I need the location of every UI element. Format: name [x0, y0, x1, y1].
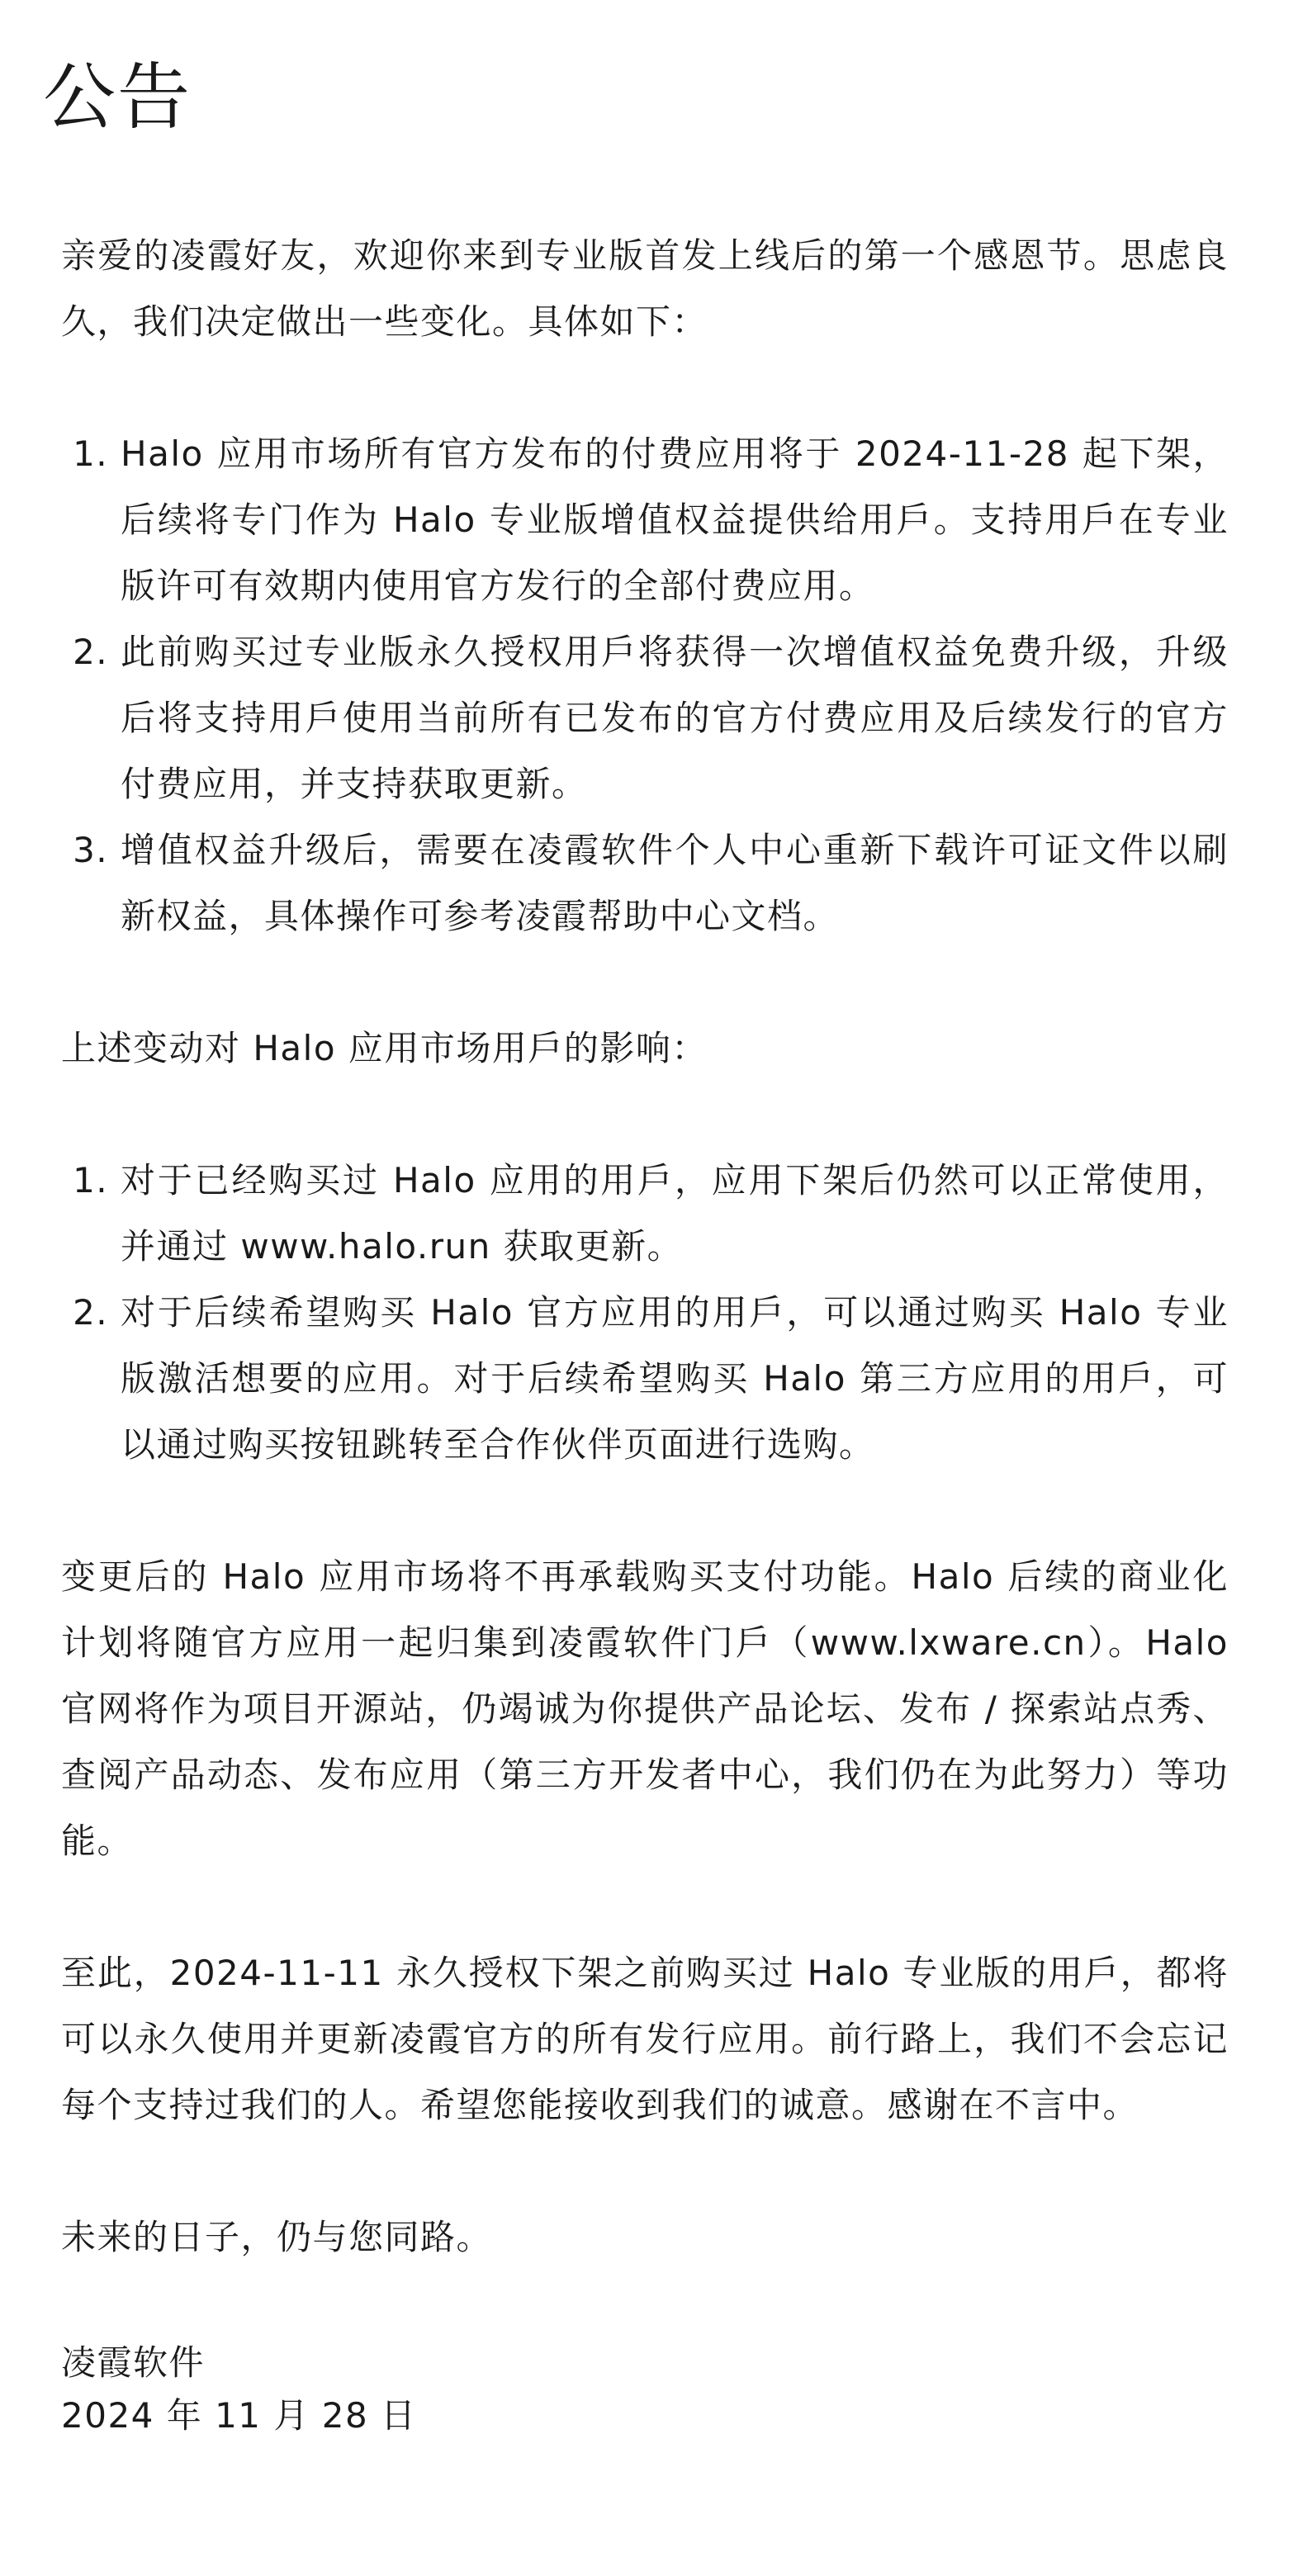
list-item: 1. Halo 应用市场所有官方发布的付费应用将于 2024-11-28 起下架，后续将专门作为 Halo 专业版增值权益提供给用戶。支持用戶在专业版许可有效期内使用官方发行的全部付费应用。 — [121, 421, 1229, 619]
list-item: 2. 对于后续希望购买 Halo 官方应用的用戶，可以通过购买 Halo 专业版激活想要的应用。对于后续希望购买 Halo 第三方应用的用戶，可以通过购买按钮跳转至合作伙伴页面进行选购。 — [121, 1280, 1229, 1478]
page-title: 公告 — [43, 54, 192, 140]
list-item: 3. 增值权益升级后，需要在凌霞软件个人中心重新下载许可证文件以刷新权益，具体操作可参考凌霞帮助中心文档。 — [121, 817, 1229, 949]
signature-date: 2024 年 11 月 28 日 — [61, 2395, 417, 2436]
list-item: 1. 对于已经购买过 Halo 应用的用戶，应用下架后仍然可以正常使用，并通过 www.halo.run 获取更新。 — [121, 1148, 1229, 1280]
list-item: 2. 此前购买过专业版永久授权用戶将获得一次增值权益免费升级，升级后将支持用戶使用当前所有已发布的官方付费应用及后续发行的官方付费应用，并支持获取更新。 — [121, 619, 1229, 817]
paragraph-closing: 至此，2024-11-11 永久授权下架之前购买过 Halo 专业版的用戶，都将可以永久使用并更新凌霞官方的所有发行应用。前行路上，我们不会忘记每个支持过我们的人。希望您能接收到我们的诚意。感谢在不言中。 — [61, 1953, 1229, 2125]
impacts-list — [61, 1148, 1229, 1478]
spacer — [61, 2138, 1229, 2204]
intro-paragraph: 亲爱的凌霞好友，欢迎你来到专业版首发上线后的第一个感恩节。思虑良久，我们决定做出一些变化。具体如下： — [61, 235, 1229, 342]
spacer — [61, 1874, 1229, 1940]
signature-company: 凌霞软件 — [61, 2342, 206, 2383]
spacer — [61, 1478, 1229, 1544]
spacer — [61, 2271, 1229, 2337]
spacer — [61, 949, 1229, 1016]
spacer — [61, 1082, 1229, 1148]
spacer — [61, 355, 1229, 421]
paragraph-after-change: 变更后的 Halo 应用市场将不再承载购买支付功能。Halo 后续的商业化计划将随官方应用一起归集到凌霞软件门戶（www.lxware.cn）。Halo 官网将作为项目开源站，仍竭诚为你提供产品论坛、发布 / 探索站点秀、查阅产品动态、发布应用（第三方开发者中心，我们仍在为此努力）等功能。 — [61, 1556, 1229, 1861]
changes-list — [61, 421, 1229, 949]
impact-heading: 上述变动对 Halo 应用市场用戶的影响： — [61, 1028, 708, 1068]
motto: 未来的日子，仍与您同路。 — [61, 2217, 493, 2257]
announcement-body — [61, 223, 1229, 2442]
